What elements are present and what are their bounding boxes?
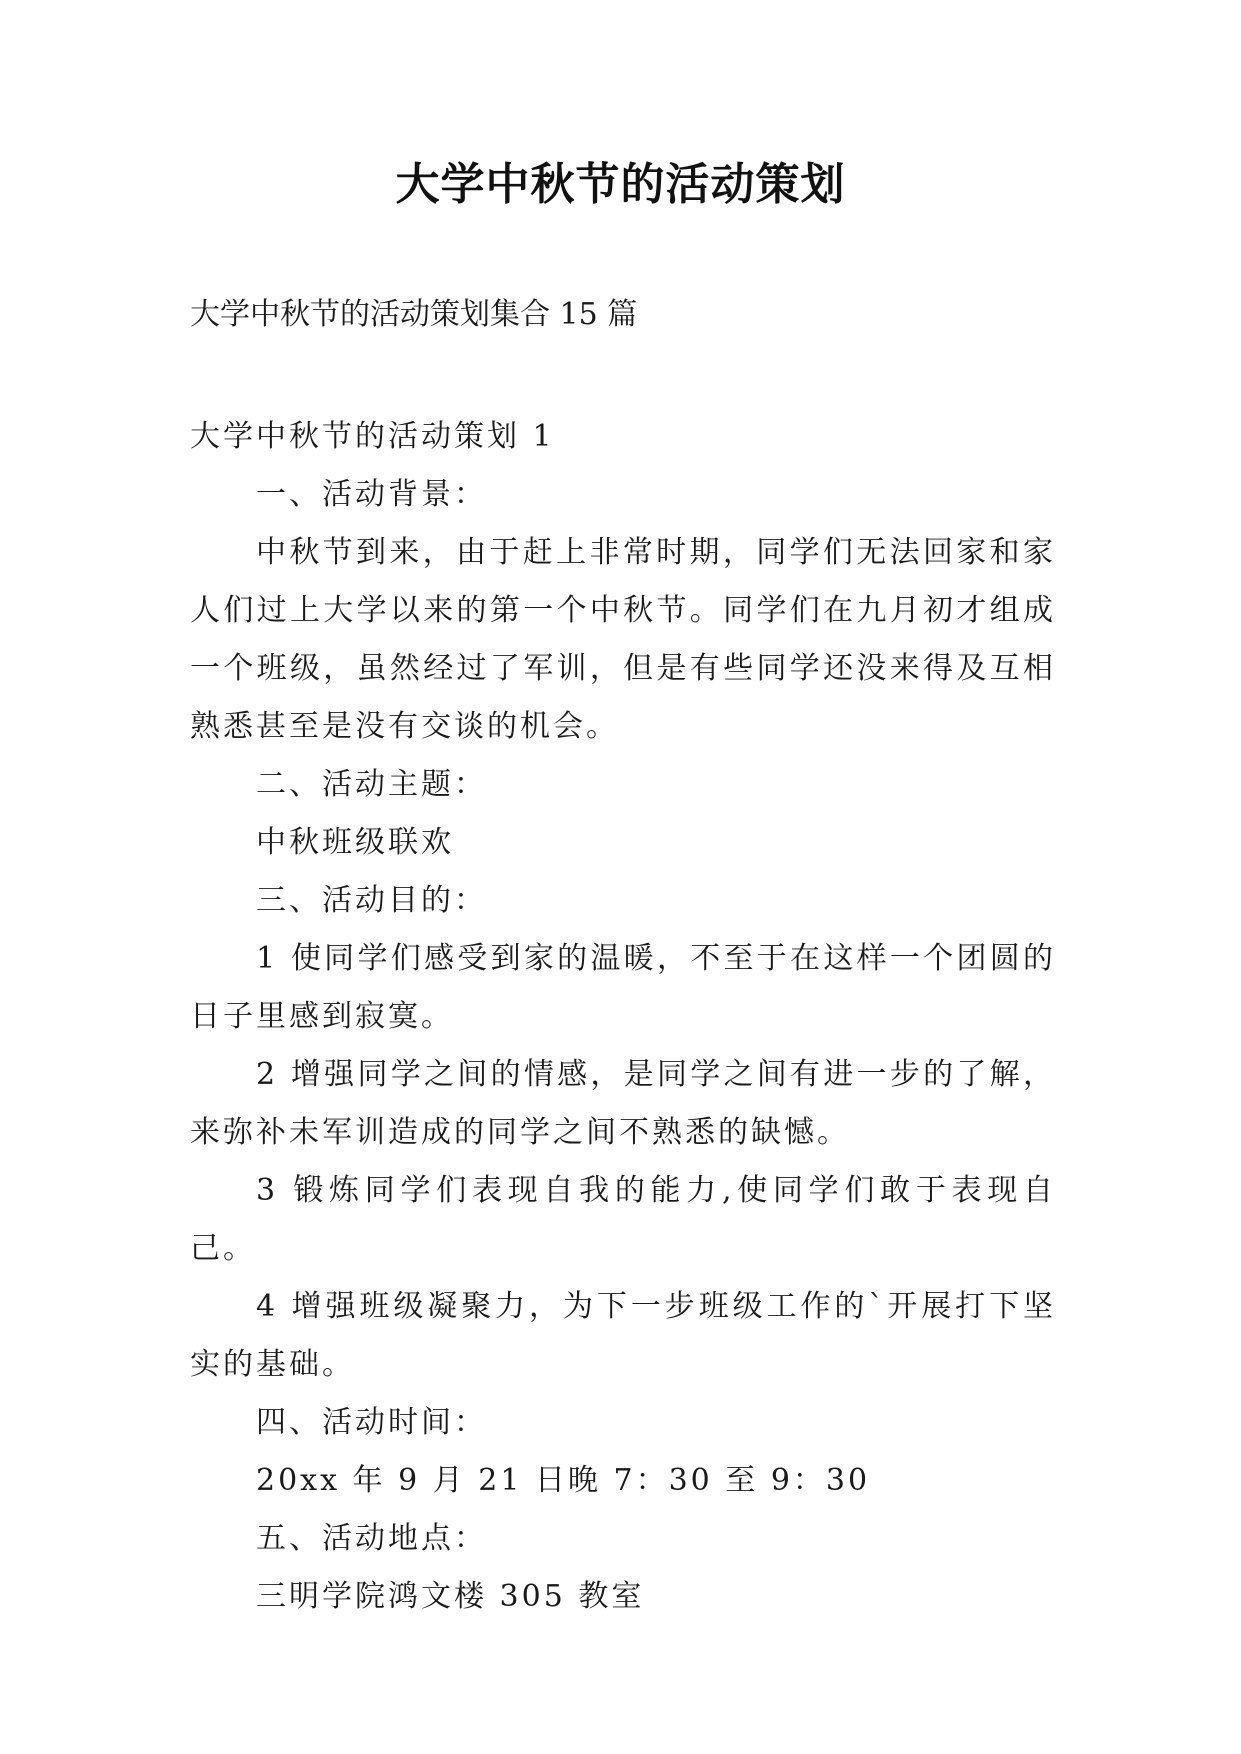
paragraph-background: 中秋节到来，由于赶上非常时期，同学们无法回家和家人们过上大学以来的第一个中秋节。同学们在九月初才组成一个班级，虽然经过了军训，但是有些同学还没来得及互相熟悉甚至是没有交谈的机会。 xyxy=(190,535,1056,744)
paragraph-time: 20xx 年 9 月 21 日晚 7：30 至 9：30 xyxy=(256,1463,871,1498)
section-heading-background: 一、活动背景： xyxy=(256,477,487,512)
document-subtitle: 大学中秋节的活动策划集合 15 篇 xyxy=(190,297,638,332)
section-heading-purpose: 三、活动目的： xyxy=(256,883,487,918)
paragraph-theme: 中秋班级联欢 xyxy=(256,825,454,860)
section-heading-location: 五、活动地点： xyxy=(256,1521,487,1556)
section-heading-theme: 二、活动主题： xyxy=(256,767,487,802)
section-heading-time: 四、活动时间： xyxy=(256,1405,487,1440)
list-item-purpose-1: 1 使同学们感受到家的温暖，不至于在这样一个团圆的日子里感到寂寞。 xyxy=(190,941,1056,1034)
list-item-purpose-3: 3 锻炼同学们表现自我的能力,使同学们敢于表现自己。 xyxy=(190,1173,1056,1266)
paragraph-heading-1: 大学中秋节的活动策划 1 xyxy=(190,419,555,454)
paragraph-location: 三明学院鸿文楼 305 教室 xyxy=(256,1579,645,1614)
list-item-purpose-2: 2 增强同学之间的情感，是同学之间有进一步的了解，来弥补未军训造成的同学之间不熟悉的缺憾。 xyxy=(190,1057,1056,1150)
document-title: 大学中秋节的活动策划 xyxy=(395,159,846,210)
list-item-purpose-4: 4 增强班级凝聚力，为下一步班级工作的`开展打下坚实的基础。 xyxy=(190,1289,1056,1382)
document-body xyxy=(190,408,1056,1626)
